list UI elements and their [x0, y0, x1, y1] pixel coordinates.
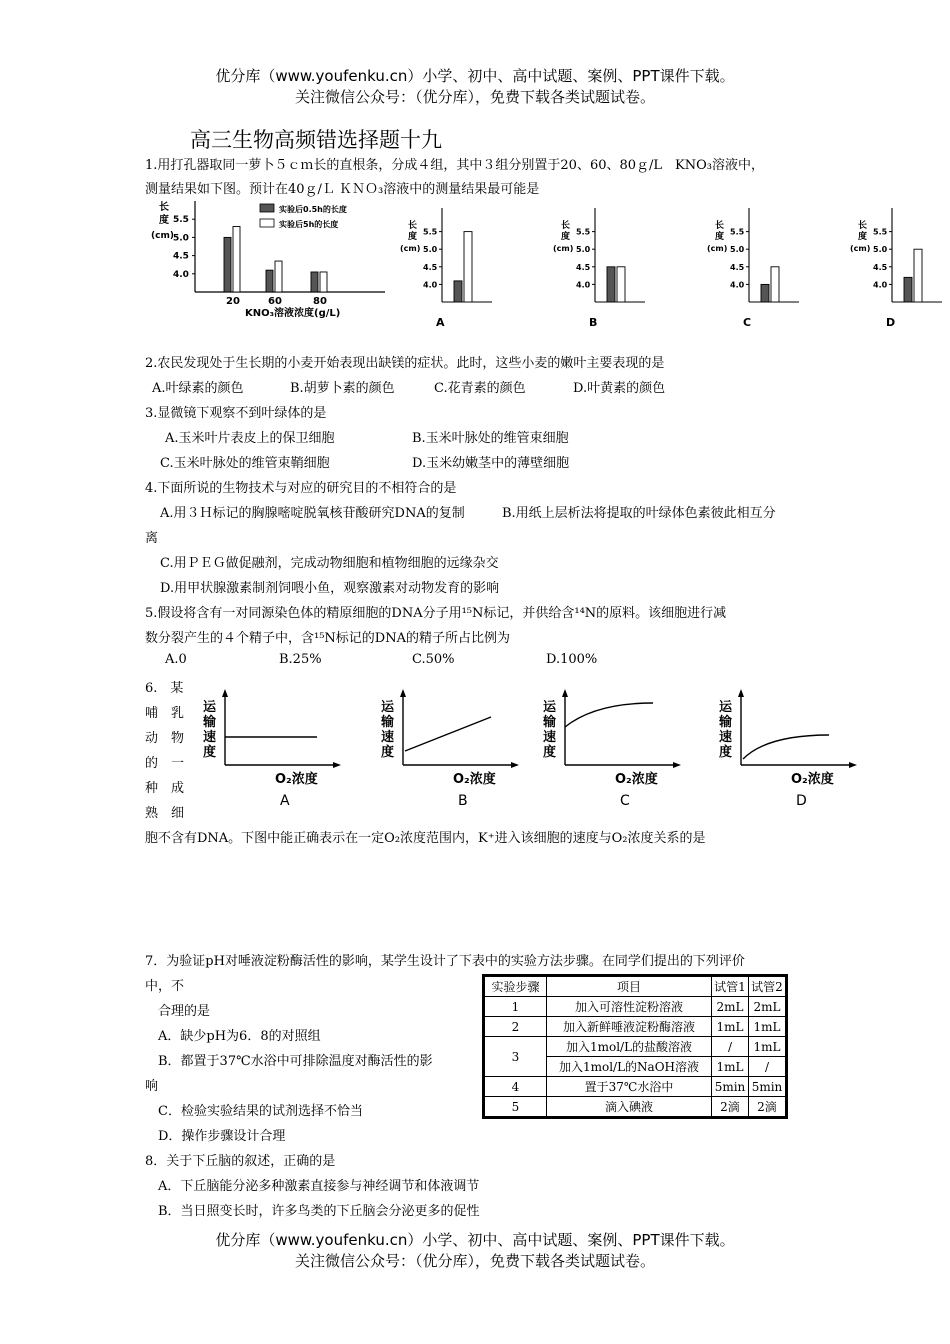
q6-ylabel-char: 速: [381, 730, 395, 745]
opt-bar: [761, 284, 769, 302]
q6-figure: [195, 685, 875, 810]
main-bar: [311, 272, 318, 292]
q3-option-b: B.玉米叶脉处的维管束细胞: [412, 431, 569, 446]
q3-option-d: D.玉米幼嫩茎中的薄壁细胞: [412, 456, 570, 471]
table-cell: 1mL: [712, 1017, 749, 1037]
q5-option-b: B.25%: [279, 652, 322, 667]
table-cell: 4: [485, 1077, 547, 1097]
q7-table-frame: [482, 974, 788, 1119]
q6-y-arrow: [222, 689, 228, 697]
q1-line-1: 1.用打孔器取同一萝卜５ｃｍ长的直根条，分成４组，其中３组分别置于20、60、80ｇ/L KNO₃溶液中，: [145, 158, 764, 173]
q2-option-c: C.花青素的颜色: [434, 381, 526, 396]
opt-y-tick-label: 4.0: [873, 280, 888, 290]
opt-y-tick-label: 5.0: [730, 245, 745, 255]
opt-ylabel-1: 长: [408, 221, 418, 231]
header-line-2: 关注微信公众号：（优分库），免费下载各类试题试卷。: [294, 88, 655, 106]
q6-xlabel: O₂浓度: [275, 772, 318, 787]
table-row: [485, 1037, 786, 1057]
q7-experiment-table: [484, 976, 786, 1117]
q6-xlabel: O₂浓度: [453, 772, 496, 787]
main-x-tick-label: 20: [226, 296, 240, 307]
table-cell: 加入1mol/L的盐酸溶液: [547, 1037, 712, 1057]
q6-ylabel-char: 运: [381, 700, 395, 715]
table-header-cell: 试管1: [712, 977, 749, 997]
q7-option-b-cont: 响: [145, 1079, 159, 1094]
q6-curve: [743, 735, 829, 759]
main-bar: [275, 261, 282, 292]
table-row: [485, 997, 786, 1017]
opt-y-tick-label: 5.5: [576, 227, 591, 237]
header-line-1: 优分库（www.youfenku.cn）小学、初中、高中试题、案例、PPT课件下载。: [215, 67, 735, 85]
q2-option-a: A.叶绿素的颜色: [152, 381, 244, 396]
q6-ylabel-char: 度: [381, 745, 395, 760]
q6-ylabel-char: 输: [719, 715, 733, 730]
page-header: [0, 66, 950, 108]
q4-option-b: B.用纸上层析法将提取的叶绿体色素彼此相互分: [502, 506, 776, 521]
q6-side-1: 6. 某: [145, 681, 184, 696]
q4-stem: 4.下面所说的生物技术与对应的研究目的不相符合的是: [145, 481, 457, 496]
legend-label-1: 实验后0.5h的长度: [279, 205, 347, 214]
table-header-cell: 试管2: [749, 977, 786, 997]
table-cell: 1mL: [749, 1017, 786, 1037]
option-chart-d: [850, 208, 942, 329]
opt-bar: [771, 267, 779, 302]
opt-y-tick-label: 4.5: [873, 262, 888, 272]
q6-xlabel: O₂浓度: [791, 772, 834, 787]
table-cell: 2滴: [749, 1097, 786, 1117]
opt-ylabel-1: 长: [858, 221, 868, 231]
q6-side-2: 哺 乳: [145, 706, 185, 721]
q2-option-d: D.叶黄素的颜色: [573, 381, 666, 396]
main-x-tick-label: 80: [313, 296, 327, 307]
q3-option-a: A.玉米叶片表皮上的保卫细胞: [165, 431, 335, 446]
table-header-cell: 实验步骤: [485, 977, 547, 997]
q6-ylabel-char: 运: [543, 700, 557, 715]
q7-option-c: C．检验实验结果的试剂选择不恰当: [158, 1104, 363, 1119]
main-y-tick-label: 4.0: [173, 269, 189, 280]
q8-option-b: B．当日照变长时，许多鸟类的下丘脑会分泌更多的促性: [158, 1204, 480, 1219]
q5-line-1: 5.假设将含有一对同源染色体的精原细胞的DNA分子用¹⁵N标记，并供给含¹⁴N的原料。该细胞进行减: [145, 606, 727, 621]
opt-y-tick-label: 4.5: [730, 262, 745, 272]
q8-stem: 8．关于下丘脑的叙述，正确的是: [145, 1154, 336, 1169]
q6-ylabel-char: 输: [203, 715, 217, 730]
opt-bar: [914, 249, 922, 302]
opt-ylabel-2: 度: [408, 232, 418, 242]
main-bar: [224, 237, 231, 292]
q6-x-arrow: [673, 762, 681, 768]
option-chart-a: [400, 208, 492, 329]
q4-option-d: D.用甲状腺激素制剂饲喂小鱼，观察激素对动物发育的影响: [160, 581, 500, 596]
q6-chart-label: D: [796, 793, 807, 809]
table-header-row: [485, 977, 786, 997]
q6-ylabel-char: 运: [203, 700, 217, 715]
q6-x-arrow: [849, 762, 857, 768]
opt-chart-label: C: [743, 316, 752, 329]
q6-ylabel-char: 度: [543, 745, 557, 760]
opt-bar: [904, 277, 912, 302]
q6-side-4: 的 一: [145, 756, 185, 771]
q5-option-a: A.0: [165, 652, 187, 667]
q7-option-b: B．都置于37℃水浴中可排除温度对酶活性的影: [158, 1054, 433, 1069]
q1-figure: [145, 196, 896, 336]
q6-ylabel-char: 速: [203, 730, 217, 745]
q6-ylabel-char: 速: [543, 730, 557, 745]
table-cell: 加入可溶性淀粉溶液: [547, 997, 712, 1017]
q4-option-a: A.用３Ｈ标记的胸腺嘧啶脱氧核苷酸研究DNA的复制: [160, 506, 465, 521]
q6-ylabel-char: 运: [719, 700, 733, 715]
main-bar: [266, 270, 273, 292]
table-cell: 加入1mol/L的NaOH溶液: [547, 1057, 712, 1077]
option-chart-b: [553, 208, 645, 329]
opt-ylabel-unit: (cm): [553, 244, 574, 253]
legend-swatch-1: [260, 204, 274, 212]
q5-option-d: D.100%: [546, 652, 598, 667]
table-cell: 5: [485, 1097, 547, 1117]
table-cell: /: [749, 1057, 786, 1077]
table-cell: 2: [485, 1017, 547, 1037]
table-cell: 1: [485, 997, 547, 1017]
q3-option-c: C.玉米叶脉处的维管束鞘细胞: [160, 456, 330, 471]
q6-ylabel-char: 度: [203, 745, 217, 760]
opt-ylabel-1: 长: [715, 221, 725, 231]
q4-option-c: C.用ＰＥＧ做促融剂，完成动物细胞和植物细胞的远缘杂交: [160, 556, 499, 571]
table-cell: 1mL: [712, 1057, 749, 1077]
opt-y-tick-label: 4.0: [730, 280, 745, 290]
page-footer: [0, 1230, 950, 1272]
opt-y-tick-label: 5.5: [730, 227, 745, 237]
opt-ylabel-unit: (cm): [707, 244, 728, 253]
footer-line-1: 优分库（www.youfenku.cn）小学、初中、高中试题、案例、PPT课件下载。: [215, 1231, 735, 1249]
q6-curve: [565, 703, 653, 727]
table-cell: 2滴: [712, 1097, 749, 1117]
q1-line-2: 测量结果如下图。预计在40ｇ/Ｌ ＫＮＯ₃溶液中的测量结果最可能是: [145, 182, 540, 197]
table-cell: 2mL: [712, 997, 749, 1017]
opt-bar: [607, 267, 615, 302]
opt-y-tick-label: 5.5: [873, 227, 888, 237]
opt-y-tick-label: 5.0: [576, 245, 591, 255]
main-xlabel: KNO₃溶液浓度(g/L): [245, 308, 341, 319]
q6-y-arrow: [562, 689, 568, 697]
q6-chart-label: B: [458, 793, 468, 809]
q6-ylabel-char: 速: [719, 730, 733, 745]
opt-ylabel-unit: (cm): [400, 244, 421, 253]
main-bar: [320, 272, 327, 292]
opt-ylabel-2: 度: [715, 232, 725, 242]
opt-ylabel-2: 度: [561, 232, 571, 242]
opt-chart-label: D: [886, 316, 896, 329]
table-row: [485, 1017, 786, 1037]
q2-option-b: B.胡萝卜素的颜色: [290, 381, 395, 396]
opt-ylabel-2: 度: [858, 232, 868, 242]
q7-option-a: A．缺少pH为6．8的对照组: [158, 1029, 321, 1044]
q6-y-arrow: [400, 689, 406, 697]
opt-y-tick-label: 4.0: [423, 280, 438, 290]
table-row: [485, 1077, 786, 1097]
main-y-tick-label: 4.5: [173, 251, 189, 262]
q1-main-chart: [151, 200, 385, 319]
q7-line-2: 中，不: [145, 979, 185, 994]
main-bar: [233, 226, 240, 292]
table-cell: 1mL: [749, 1037, 786, 1057]
opt-bar: [464, 232, 472, 302]
table-cell: 5min: [749, 1077, 786, 1097]
q7-option-d: D．操作步骤设计合理: [158, 1129, 286, 1144]
q6-xlabel: O₂浓度: [615, 772, 658, 787]
opt-bar: [454, 281, 462, 302]
table-cell: 滴入碘液: [547, 1097, 712, 1117]
q6-curve: [405, 717, 491, 751]
q6-chart-d: [718, 689, 857, 809]
table-cell: 3: [485, 1037, 547, 1077]
q5-option-c: C.50%: [412, 652, 455, 667]
q2-stem: 2.农民发现处于生长期的小麦开始表现出缺镁的症状。此时，这些小麦的嫩叶主要表现的是: [145, 356, 665, 371]
main-y-tick-label: 5.5: [173, 215, 189, 226]
main-ylabel-2: 度: [159, 215, 169, 226]
opt-y-tick-label: 5.0: [423, 245, 438, 255]
q5-line-2: 数分裂产生的４个精子中，含¹⁵N标记的DNA的精子所占比例为: [145, 631, 510, 646]
q6-side-3: 动 物: [145, 731, 185, 746]
q6-chart-label: C: [620, 793, 630, 809]
q6-ylabel-char: 输: [381, 715, 395, 730]
opt-bar: [617, 267, 625, 302]
table-header-cell: 项目: [547, 977, 712, 997]
opt-y-tick-label: 5.0: [873, 245, 888, 255]
opt-chart-label: B: [589, 316, 598, 329]
main-x-tick-label: 60: [268, 296, 282, 307]
main-y-tick-label: 5.0: [173, 233, 189, 244]
footer-line-2: 关注微信公众号：（优分库），免费下载各类试题试卷。: [294, 1252, 655, 1270]
q6-y-arrow: [738, 689, 744, 697]
q6-chart-label: A: [280, 793, 290, 809]
q6-ylabel-char: 输: [543, 715, 557, 730]
table-cell: /: [712, 1037, 749, 1057]
main-ylabel-unit: (cm): [151, 231, 174, 241]
q6-ylabel-char: 度: [719, 745, 733, 760]
q6-x-arrow: [511, 762, 519, 768]
opt-y-tick-label: 4.5: [576, 262, 591, 272]
q7-line-1: 7．为验证pH对唾液淀粉酶活性的影响，某学生设计了下表中的实验方法步骤。在同学们提出的下列评价: [145, 954, 745, 969]
q7-line-3: 合理的是: [158, 1004, 211, 1019]
main-ylabel-1: 长: [159, 202, 169, 213]
opt-y-tick-label: 4.5: [423, 262, 438, 272]
legend-label-2: 实验后5h的长度: [279, 220, 339, 229]
q4-option-b-cont: 离: [145, 531, 159, 546]
table-cell: 2mL: [749, 997, 786, 1017]
q6-x-arrow: [333, 762, 341, 768]
opt-ylabel-unit: (cm): [850, 244, 871, 253]
table-cell: 加入新鲜唾液淀粉酶溶液: [547, 1017, 712, 1037]
q6-side-6: 熟 细: [145, 806, 185, 821]
q8-option-a: A．下丘脑能分泌多种激素直接参与神经调节和体液调节: [158, 1179, 480, 1194]
q6-tail: 胞不含有DNA。下图中能正确表示在一定O₂浓度范围内，K⁺进入该细胞的速度与O₂浓度关系的是: [145, 831, 706, 846]
option-chart-c: [707, 208, 799, 329]
opt-y-tick-label: 4.0: [576, 280, 591, 290]
q6-side-5: 种 成: [145, 781, 185, 796]
table-row: [485, 1097, 786, 1117]
legend-swatch-2: [260, 219, 274, 227]
opt-y-tick-label: 5.5: [423, 227, 438, 237]
table-cell: 置于37℃水浴中: [547, 1077, 712, 1097]
table-cell: 5min: [712, 1077, 749, 1097]
page-title: 高三生物高频错选择题十九: [190, 128, 442, 152]
q6-chart-c: [542, 689, 681, 809]
q6-chart-a: [202, 689, 341, 809]
q3-stem: 3.显微镜下观察不到叶绿体的是: [145, 406, 327, 421]
opt-ylabel-1: 长: [561, 221, 571, 231]
opt-chart-label: A: [436, 316, 445, 329]
q6-chart-b: [380, 689, 519, 809]
